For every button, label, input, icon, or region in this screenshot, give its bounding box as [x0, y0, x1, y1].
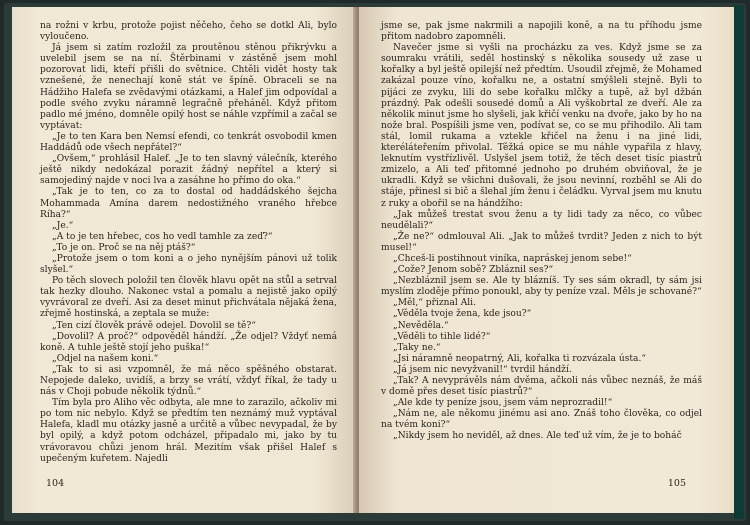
paragraph: jsme se, pak jsme nakrmili a napojili koně, a na tu příhodu jsme přitom nadobro zapomněli. — [381, 21, 702, 43]
paragraph: na rožni v krbu, protože pojist něčeho, čeho se dotkl Ali, bylo vyloučeno. — [40, 21, 337, 43]
right-page-text — [381, 21, 702, 443]
open-book — [4, 3, 746, 521]
book-cover-edge — [734, 5, 744, 519]
paragraph: „Ten cizí člověk právě odejel. Dovolil se tě?“ — [52, 320, 256, 331]
page-number: 104 — [46, 478, 65, 489]
left-page-text — [40, 21, 337, 465]
paragraph: „Odjel na našem koni.“ — [52, 353, 159, 364]
paragraph: „Měl,“ přiznal Ali. — [393, 298, 476, 309]
paragraph: Po těch slovech položil ten člověk hlavu opět na stůl a setrval tak hezky dlouho. Nakonec vstal a pomalu a nejistě jako opilý vyvrávoral ze dveří. Asi za deset minut přichvátala nějaká žena, zřejmě hostinská, a zeptala se muže: — [40, 276, 337, 320]
paragraph: „Nevěděla.“ — [393, 320, 449, 331]
paragraph: „Nezbláznil jsem se. Ale ty blázníš. Ty ses sám okradl, ty sám jsi myslím zloděje přímo ponoukl, aby ty peníze vzal. Měls je schované?“ — [381, 276, 702, 298]
left-page — [12, 7, 357, 513]
paragraph: „Ale kde ty peníze jsou, jsem vám neprozradil!“ — [393, 398, 613, 409]
paragraph: „Dovolil? A proč?“ odpověděl hándží. „Že odjel? Vždyť nemá koně. A tuhle ještě stojí jeho puška!“ — [40, 331, 337, 353]
paragraph: „To je on. Proč se na něj ptáš?“ — [52, 242, 196, 253]
paragraph: „Tak je to ten, co za to dostal od haddádského šejcha Mohammada Amína darem nedostižného vraného hřebce Ríha?“ — [40, 187, 337, 220]
paragraph: Navečer jsme si vyšli na procházku za ves. Když jsme se za soumraku vrátili, seděl hostinský s několika sousedy už zase u kořalky a byl ještě opilejší než předtím. Usoudil zřejmě, že Mohamed zakázal pouze víno, kořalku ne, a ostatní smýšleli stejně. Byli to pijáci ze zvyku, lili do sebe kořalku mlčky a tupě, až byl džbán prázdný. Pak odešli sousedé domů a Ali vyškobrtal ze dveří. Ale za několik minut jsme ho slyšeli, jak křičí venku na dvoře, jako by ho na nože bral. Pospíšili jsme ven, podívat se, co se mu přihodilo. Ali tam stál, lomil rukama a vztekle křičel na ženu i na jiné lidi, kteréláteřením přivolal. Těžká opice se mu náhle vypařila z hlavy, leknutím vystřízlivěl. Uslyšel jsem totiž, že těch deset tisíc piastrů zmizelo, a Ali teď přitomné jednoho po druhém obviňoval, že je ukradli. Když se všichni dušovali, že jsou nevinní, rozběhl se Ali do stáje, přinesl si bič a šlehal jím ženu i čeládku. Vyrval jsem mu knutu z ruky a obořil se na hándžího: — [381, 43, 702, 209]
paragraph: „Ovšem,“ prohlásil Halef. „Je to ten slavný válečník, kterého ještě nikdy nedokázal porazit žádný nepřítel a který si samojediný najde v noci lva a zasáhne ho přímo do oka.“ — [40, 154, 337, 187]
paragraph: Já jsem si zatím rozložil za proutěnou stěnou přikrývku a uvelebil jsem se na ní. Štěrbinami v zástěně jsem mohl pozorovat lidi, kteří přišli do světnice. Chtěli vidět hosty tak vznešené, že nenechají koně stát ve špíně. Obraceli se na Hádžiho Halefa se zvědavými otázkami, a Halef jim odpovídal a podle svého zvyku náramně legračně přeháněl. Když přitom padlo mé jméno, domněle opilý host se náhle vzpřímil a začal se vyptávat: — [40, 43, 337, 131]
paragraph: „Cože? Jenom sobě? Zbláznil ses?“ — [393, 265, 554, 276]
paragraph: „Věděla tvoje žena, kde jsou?“ — [393, 309, 532, 320]
paragraph: Tím byla pro Aliho věc odbyta, ale mne to zarazilo, ačkoliv mi po tom nic nebylo. Když se předtím ten neznámý muž vyptával Halefa, kladl mu otázky jasně a určitě a vůbec nevypadal, že by byl opilý, a když potom odcházel, připadalo mi, jako by tu vrávoravou chůzi jenom hrál. Mezitím však přišel Halef s upečeným kuřetem. Najedli — [40, 398, 337, 464]
paragraph: „Chceš-li postihnout viníka, napráskej jenom sebe!“ — [393, 253, 632, 264]
paragraph: „Nám ne, ale někomu jinému asi ano. Znáš toho člověka, co odjel na tvém koni?“ — [381, 409, 702, 431]
paragraph: „Já jsem nic nevyžvanil!“ tvrdil hándží. — [393, 364, 572, 375]
paragraph: „Je to ten Kara ben Nemsí efendi, co tenkrát osvobodil kmen Haddádů ode všech nepřátel?“ — [40, 131, 337, 154]
paragraph: „Taky ne.“ — [393, 342, 441, 353]
paragraph: „Jak můžeš trestat svou ženu a ty lidi tady za něco, co vůbec neudělali?“ — [381, 209, 702, 231]
paragraph: „Věděli to tihle lidé?“ — [393, 331, 491, 342]
paragraph: „Tak to si asi vzpomněl, že má něco spěšného obstarat. Nepojede daleko, uvidíš, a brzy se vrátí, vždyť říkal, že tady u nás v Choji pobude několik týdnů.“ — [40, 364, 337, 398]
page-number: 105 — [667, 478, 686, 489]
paragraph: „Je.“ — [52, 220, 74, 231]
paragraph: „Protože jsem o tom koni a o jeho nynějším pánovi už tolik slyšel.“ — [40, 253, 337, 276]
paragraph: „Že ne?“ odmlouval Ali. „Jak to můžeš tvrdit? Jeden z nich to být musel!“ — [381, 231, 702, 253]
paragraph: „Nikdy jsem ho neviděl, až dnes. Ale teď už vím, že je to boháč — [393, 431, 682, 442]
paragraph: „Tak? A nevyprávěls nám dvěma, ačkoli nás vůbec neznáš, že máš v domě přes deset tisíc piastrů?“ — [381, 376, 702, 398]
right-page — [359, 7, 738, 513]
paragraph: „A to je ten hřebec, cos ho vedl tamhle za zeď?“ — [52, 231, 273, 242]
paragraph: „Jsi náramně neopatrný, Ali, kořalka ti rozvázala ústa.“ — [393, 353, 646, 364]
